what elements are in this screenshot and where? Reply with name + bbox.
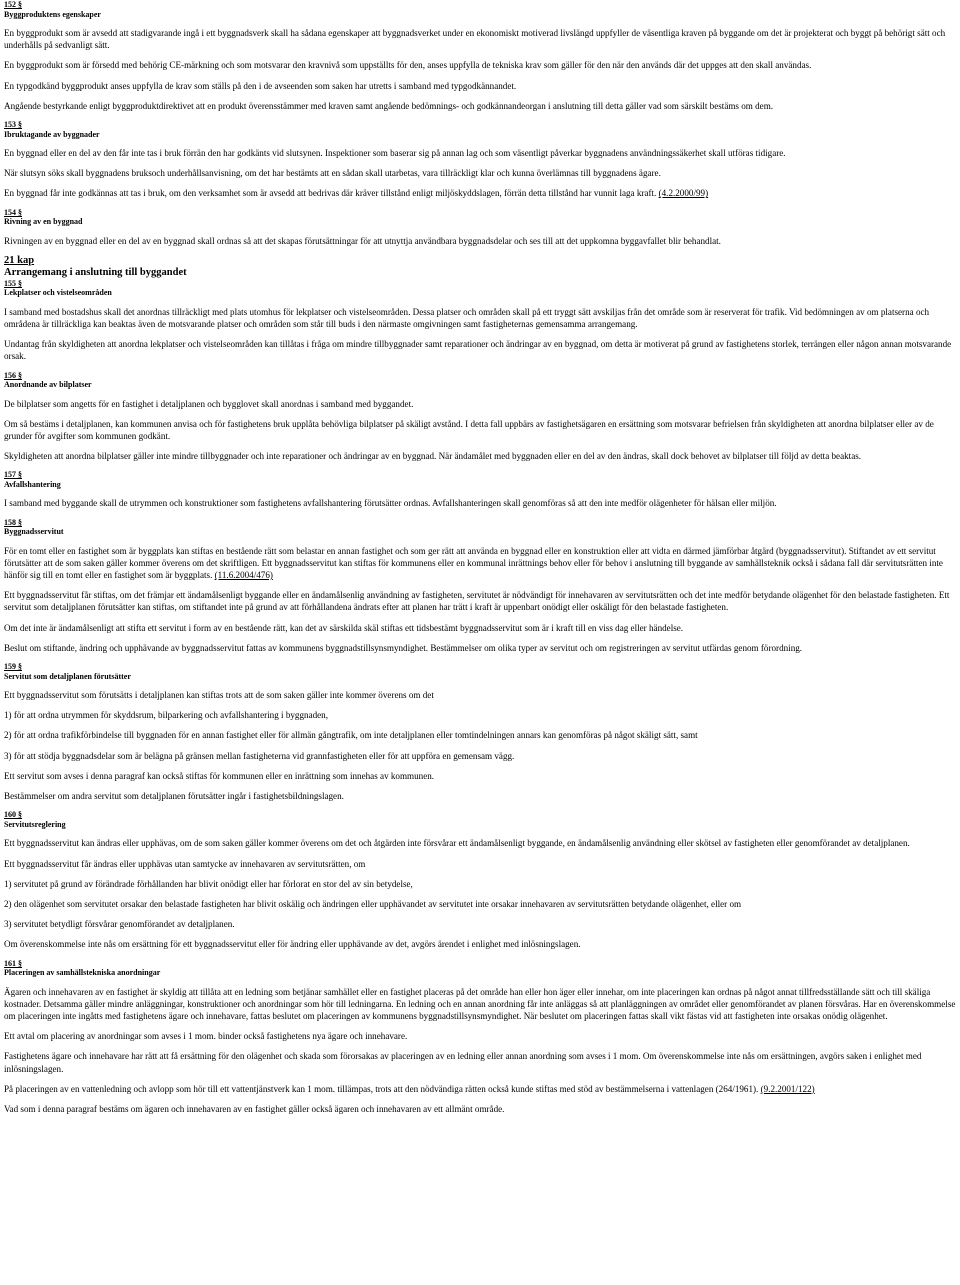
paragraph-text: Ägaren och innehavaren av en fastighet är skyldig att tillåta att en ledning som betjänar samhället eller en fastighet placeras på det område han eller hon äger eller innehar, om inte placeringen kan ordnas på något annat tillfredsställande sätt och till skäliga kostnader. Detsamma gäller mindre anläggningar, konstruktioner och anordningar som hör till ledningarna. En ledning och en annan anordning får inte anläggas så att planläggningen av området eller genomförandet av planen försvåras. Har en överenskommelse om placeringen inte ingåtts med fastighetens ägare och innehavare, fattas beslutet om placeringen av kommunens byggnadstillsynsmyndighet. När beslutet om placeringen fattas skall vikt fästas vid att fastigheten inte orsakas onödig olägenhet. [4, 986, 956, 1021]
paragraph-text: 3) för att stödja byggnadsdelar som är belägna på gränsen mellan fastigheterna vid grannfastigheten eller för att uppföra en gemensam vägg. [4, 750, 515, 761]
section-title [4, 380, 956, 390]
section-title [4, 820, 956, 830]
section-number-text: 152 § [4, 0, 22, 9]
paragraph [4, 1103, 956, 1115]
paragraph [4, 147, 956, 159]
section-number [4, 470, 956, 480]
section-title [4, 130, 956, 140]
section-number [4, 279, 956, 289]
section-title [4, 10, 956, 20]
paragraph-text: För en tomt eller en fastighet som är byggplats kan stiftas en bestående rätt som belastar en annan fastighet och som ger rätt att använda en byggnad eller en konstruktion eller att vidta en därmed jämförbar åtgärd (byggnadsservitut). Stiftandet av ett servitut förutsätter att de som saken gäller kommer överens om det skriftligen. Ett byggnadsservitut kan stiftas för kommunens eller en kommunal inrättnings behov eller för behov i anslutning till byggande av samhällsteknik också i sådana fall där servitutsrätten inte hänför sig till en tomt eller en fastighet som är byggplats. [4, 545, 943, 581]
paragraph-text: Ett byggnadsservitut får ändras eller upphävas utan samtycke av innehavaren av servitutsrätten, om [4, 858, 366, 869]
paragraph [4, 898, 956, 910]
section-title-text: Byggnadsservitut [4, 527, 64, 537]
paragraph [4, 1030, 956, 1042]
paragraph [4, 878, 956, 890]
section-title [4, 480, 956, 490]
paragraph-text: Fastighetens ägare och innehavare har rätt att få ersättning för den olägenhet och skada som förorsakas av placeringen av en ledning eller annan anordning som avses i 1 mom. Om överenskommelse inte nås om ersättningen, avgörs saken i enlighet med inlösningslagen. [4, 1051, 922, 1074]
paragraph-text: I samband med bostadshus skall det anordnas tillräckligt med plats utomhus för lekplatser och vistelseområden. Dessa platser och områden skall på ett tryggt sätt avskiljas från det område som är reserverat för trafik. Vid bedömningen av om platserna och områdena är tillräckliga kan beaktas även de motsvarande platser och områden som står till buds i den närmaste omgivningen samt fastigheternas gemensamma arrangemang. [4, 306, 930, 330]
paragraph-text: Ett byggnadsservitut får stiftas, om det främjar ett ändamålsenligt byggande eller en ändamålsenlig användning av fastigheten, servitutet är nödvändigt för innehavaren av servitutsrätten och det inte medför betydande olägenhet för den belastade fastigheten. Ett servitut som detaljplanen förutsätter kan stiftas, om stiftandet inte på grund av att förhållandena ändrats efter att planen har trätt i kraft är uppenbart onödigt eller oskäligt för den belastade fastigheten. [4, 590, 950, 613]
section-number [4, 120, 956, 130]
chapter-number-text: 21 kap [4, 254, 35, 266]
paragraph [4, 750, 956, 762]
paragraph-text: När slutsyn söks skall byggnadens bruksoch underhållsanvisning, om det har bestämts att en sådan skall utarbetas, vara tillräckligt klar och kunna överlämnas till byggnadens ägare. [4, 168, 661, 179]
section-title-text: Anordnande av bilplatser [4, 380, 92, 390]
paragraph [4, 545, 956, 582]
section-number [4, 208, 956, 218]
section-title-text: Servitutsreglering [4, 819, 66, 829]
paragraph [4, 418, 956, 442]
section-title [4, 672, 956, 682]
paragraph-text: I samband med byggande skall de utrymmen och konstruktioner som fastighetens avfallshantering förutsätter ordnas. Avfallshanteringen skall genomföras så att den inte medför olägenheter för hälsan eller miljön. [4, 498, 777, 509]
paragraph [4, 589, 956, 613]
section-title [4, 288, 956, 298]
paragraph [4, 398, 956, 410]
paragraph [4, 689, 956, 701]
paragraph [4, 59, 956, 71]
section-number-text: 161 § [4, 958, 22, 968]
paragraph [4, 837, 956, 849]
paragraph [4, 27, 956, 51]
paragraph-text: Beslut om stiftande, ändring och upphävande av byggnadsservitut fattas av kommunens byggnadstillsynsmyndighet. Bestämmelser om olika typer av servitut och om registreringen av servitut utfärdas genom förordning. [4, 642, 803, 653]
paragraph-text: Ett avtal om placering av anordningar som avses i 1 mom. binder också fastighetens nya ägare och innehavare. [4, 1031, 408, 1042]
section-title-text: Avfallshantering [4, 479, 61, 489]
paragraph [4, 918, 956, 930]
paragraph-text: En byggnad får inte godkännas att tas i bruk, om den verksamhet som är avsedd att bedrivas där kräver tillstånd enligt miljöskyddslagen, förrän detta tillstånd har vunnit laga kraft. [4, 188, 657, 199]
paragraph-text: 3) servitutet betydligt försvårar genomförandet av detaljplanen. [4, 919, 235, 930]
section-title-text: Placeringen av samhällstekniska anordningar [4, 968, 161, 978]
chapter-title [4, 267, 956, 279]
paragraph-text: Ett byggnadsservitut som förutsätts i detaljplanen kan stiftas trots att de som saken gäller inte kommer överens om det [4, 690, 434, 701]
section-number-text: 154 § [4, 207, 22, 217]
section-title-text: Rivning av en byggnad [4, 217, 83, 227]
section-number [4, 662, 956, 672]
amendment-reference-link[interactable]: (4.2.2000/99) [658, 188, 709, 199]
paragraph [4, 306, 956, 330]
paragraph [4, 1050, 956, 1074]
paragraph-text: En byggprodukt som är avsedd att stadigvarande ingå i ett byggnadsverk skall ha sådana egenskaper att byggnadsverket under en ekonomiskt motiverad livslängd uppfyller de väsentliga kraven på byggande om det är projekterat och byggt på behörigt sätt och underhålls på sedvanligt sätt. [4, 28, 946, 51]
section-number-text: 156 § [4, 370, 22, 380]
paragraph-text: En byggnad eller en del av den får inte tas i bruk förrän den har godkänts vid slutsynen. Inspektioner som baserar sig på annan lag och som väsentligt påverkar byggnadens användningssäkerhet skall utföras tidigare. [4, 148, 786, 159]
paragraph [4, 709, 956, 721]
paragraph-text: De bilplatser som angetts för en fastighet i detaljplanen och bygglovet skall anordnas i samband med byggandet. [4, 398, 414, 409]
paragraph-text: 1) för att ordna utrymmen för skyddsrum, bilparkering och avfallshantering i byggnaden, [4, 710, 329, 721]
paragraph [4, 1083, 956, 1095]
section-number-text: 160 § [4, 810, 22, 820]
paragraph-text: Ett byggnadsservitut kan ändras eller upphävas, om de som saken gäller kommer överens om det och åtgärden inte försvårar ett ändamålsenligt byggande, en ändamålsenlig användning eller skötsel av fastigheten eller genomförandet av detaljplanen. [4, 838, 910, 849]
paragraph [4, 497, 956, 509]
paragraph-text: Skyldigheten att anordna bilplatser gäller inte mindre tillbyggnader och inte reparationer och ändringar av en byggnad. När ändamålet med byggnaden eller en del av den ändras, skall dock behovet av bilplatser till följd av detta beaktas. [4, 451, 862, 462]
paragraph-text: Angående bestyrkande enligt byggproduktdirektivet att en produkt överensstämmer med kraven samt angående bedömnings- och godkännandeorgan i anslutning till detta gäller vad som särskilt bestäms om dem. [4, 100, 774, 111]
paragraph-text: 1) servitutet på grund av förändrade förhållanden har blivit onödigt eller har förlorat en stor del av sin betydelse, [4, 878, 413, 889]
paragraph-text: Om det inte är ändamålsenligt att stifta ett servitut i form av en bestående rätt, kan det av särskilda skäl stiftas ett tidsbestämt byggnadsservitut som är i kraft till en viss dag eller händelse. [4, 622, 684, 633]
paragraph-text: Ett servitut som avses i denna paragraf kan också stiftas för kommunen eller en inrättning som innehas av kommunen. [4, 770, 435, 781]
paragraph [4, 338, 956, 362]
paragraph-text: 2) för att ordna trafikförbindelse till byggnaden för en annan fastighet eller för allmän gångtrafik, om inte detaljplanen eller tomtindelningen annars kan genomföras på något skäligt sätt, samt [4, 730, 698, 741]
section-title-text: Lekplatser och vistelseområden [4, 288, 112, 298]
section-number [4, 371, 956, 381]
paragraph-text: Vad som i denna paragraf bestäms om ägaren och innehavaren av en fastighet gäller också ägaren och innehavaren av ett allmänt område. [4, 1103, 505, 1114]
section-number-text: 159 § [4, 662, 22, 672]
section-number [4, 518, 956, 528]
amendment-reference-link[interactable]: (11.6.2004/476) [214, 570, 273, 581]
section-number [4, 0, 956, 10]
paragraph-text: Om överenskommelse inte nås om ersättning för ett byggnadsservitut eller för ändring eller upphävande av det, avgörs ärendet i enlighet med inlösningslagen. [4, 939, 581, 950]
paragraph-text: På placeringen av en vattenledning och avlopp som hör till ett vattentjänstverk kan 1 mom. tillämpas, trots att den nödvändiga rätten också kunde stiftas med stöd av bestämmelserna i vattenlagen (264/1961). [4, 1083, 759, 1094]
section-title-text: Servitut som detaljplanen förutsätter [4, 671, 131, 681]
paragraph-text: Bestämmelser om andra servitut som detaljplanen förutsätter ingår i fastighetsbildningslagen. [4, 791, 344, 802]
section-number [4, 959, 956, 969]
paragraph-text: Rivningen av en byggnad eller en del av en byggnad skall ordnas så att det skapas förutsättningar för att utnyttja användbara byggnadsdelar och ses till att det uppkomna byggavfallet blir behandlat. [4, 235, 721, 246]
paragraph [4, 642, 956, 654]
amendment-reference-link[interactable]: (9.2.2001/122) [760, 1083, 815, 1094]
paragraph [4, 986, 956, 1023]
paragraph [4, 622, 956, 634]
paragraph [4, 80, 956, 92]
paragraph [4, 729, 956, 741]
paragraph [4, 790, 956, 802]
paragraph-text: Undantag från skyldigheten att anordna lekplatser och vistelseområden kan tillåtas i fråga om mindre tillbyggnader samt reparationer och ändringar av en byggnad, om detta är motiverat på grund av fastighetens storlek, terrängen eller någon annan motsvarande orsak. [4, 339, 952, 362]
paragraph-text: 2) den olägenhet som servitutet orsakar den belastade fastigheten har blivit oskälig och ändringen eller upphävandet av servitutet inte orsakar innehavaren av servitutsrätten betydande olägenhet, eller om [4, 898, 742, 909]
section-title-text: Byggproduktens egenskaper [4, 9, 101, 19]
paragraph [4, 187, 956, 199]
section-title [4, 527, 956, 537]
paragraph [4, 100, 956, 112]
paragraph [4, 450, 956, 462]
paragraph-text: Om så bestäms i detaljplanen, kan kommunen anvisa och för fastighetens bruk upplåta behövliga bilplatser på skäligt avstånd. I detta fall uppbärs av fastighetsägaren en ersättning som motsvarar befrielsen från skyldigheten att anordna bilplatser eller av de grunder för avgifter som kommunen godkänt. [4, 418, 934, 442]
section-number-text: 155 § [4, 278, 22, 288]
section-title [4, 968, 956, 978]
paragraph-text: En byggprodukt som är försedd med behörig CE-märkning och som motsvarar den kravnivå som uppställts för den, anses uppfylla de tekniska krav som gäller för den när den används där det uppges att den skall användas. [4, 60, 812, 71]
section-title-text: Ibruktagande av byggnader [4, 129, 100, 139]
paragraph [4, 235, 956, 247]
section-title [4, 217, 956, 227]
paragraph [4, 167, 956, 179]
paragraph [4, 858, 956, 870]
paragraph [4, 938, 956, 950]
chapter-number [4, 255, 956, 267]
paragraph [4, 770, 956, 782]
paragraph-text: En typgodkänd byggprodukt anses uppfylla de krav som ställs på den i de avseenden som saken har utretts i samband med typgodkännandet. [4, 80, 517, 91]
section-number-text: 153 § [4, 120, 22, 130]
section-number-text: 158 § [4, 517, 22, 527]
chapter-title-text: Arrangemang i anslutning till byggandet [4, 266, 187, 278]
section-number-text: 157 § [4, 470, 22, 480]
section-number [4, 810, 956, 820]
